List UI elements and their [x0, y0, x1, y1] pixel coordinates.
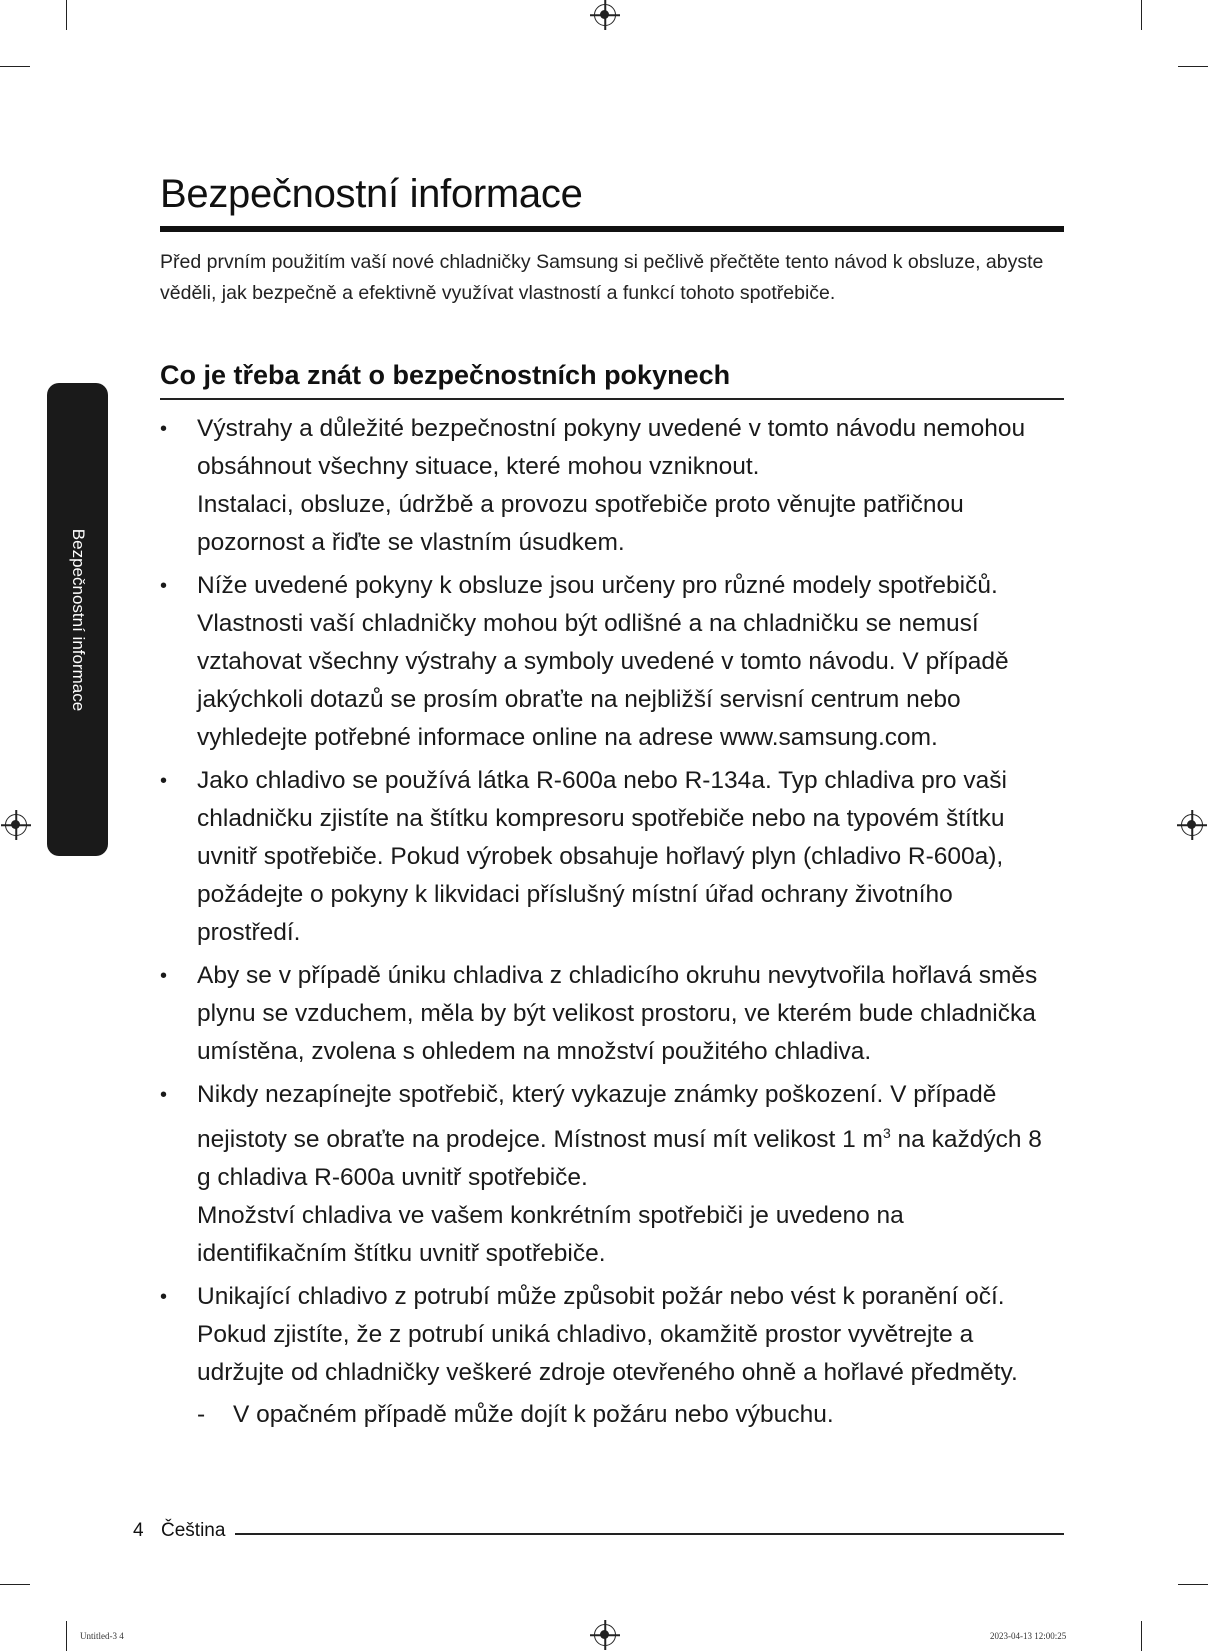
intro-paragraph: Před prvním použitím vaší nové chladničky Samsung si pečlivě přečtěte tento návod k obsluze, abyste věděli, jak bezpečně a efektivně využívat vlastností a funkcí tohoto spotřebiče.: [160, 251, 1044, 304]
superscript: 3: [882, 1125, 891, 1141]
bullet-text: • Jako chladivo se používá látka R-600a nebo R-134a. Typ chladiva pro vaši chladničku zjistíte na štítku kompresoru spotřebiče nebo na typovém štítku uvnitř spotřebiče. Pokud výrobek obsahuje hořlavý plyn (chladivo R-600a), požádejte o pokyny k likvidaci příslušný místní úřad ochrany životního prostředí.: [197, 767, 1007, 946]
side-tab-label: Bezpečnostní informace: [68, 528, 88, 711]
section-title: Co je třeba znát o bezpečnostních pokynech: [160, 360, 731, 390]
registration-mark-icon: [594, 1624, 616, 1646]
footer-language: Čeština: [161, 1520, 226, 1541]
side-tab: [47, 383, 108, 856]
list-item: [160, 567, 1060, 757]
bullet-text: • Výstrahy a důležité bezpečnostní pokyny uvedené v tomto návodu nemohou obsáhnout všechny situace, které mohou vzniknout.: [197, 415, 1026, 480]
page-number: 4: [133, 1520, 144, 1541]
crop-mark: [66, 0, 67, 30]
crop-mark: [0, 1584, 30, 1585]
page-title: Bezpečnostní informace: [160, 172, 583, 216]
crop-mark: [66, 1621, 67, 1651]
registration-mark-icon: [594, 4, 616, 26]
crop-mark: [1141, 0, 1142, 30]
print-slug-left: Untitled-3 4: [80, 1631, 124, 1641]
crop-mark: [1178, 1584, 1208, 1585]
list-item: [160, 1076, 1060, 1273]
bullet-text: • Aby se v případě úniku chladiva z chladicího okruhu nevytvořila hořlavá směs plynu se vzduchem, měla by být velikost prostoru, ve kterém bude chladnička umístěna, zvolena s ohledem na množství použitého chladiva.: [197, 962, 1038, 1065]
bullet-text: Množství chladiva ve vašem konkrétním spotřebiči je uvedeno na identifikačním štítku uvnitř spotřebiče.: [197, 1202, 904, 1268]
sub-list-item: - V opačném případě může dojít k požáru nebo výbuchu.: [197, 1396, 1060, 1434]
crop-mark: [1178, 66, 1208, 67]
list-item: [160, 1278, 1060, 1434]
title-rule: [160, 226, 1064, 232]
list-item: [160, 957, 1060, 1071]
bullet-text: Instalaci, obsluze, údržbě a provozu spotřebiče proto věnujte patřičnou pozornost a řiďte se vlastním úsudkem.: [197, 491, 964, 556]
sub-list: [197, 1396, 1060, 1434]
crop-mark: [1141, 1621, 1142, 1651]
list-item: [160, 762, 1060, 952]
print-slug-right: 2023-04-13 12:00:25: [990, 1631, 1067, 1641]
registration-mark-icon: [5, 814, 27, 836]
list-item: [160, 410, 1060, 562]
safety-bullet-list: [160, 410, 1060, 1439]
bullet-text: [197, 1076, 1060, 1197]
bullet-text-part: Nikdy nezapínejte spotřebič, který vykazuje známky poškození. V případě nejistoty se obraťte na prodejce. Místnost musí mít velikost 1 m: [197, 1081, 997, 1154]
bullet-text-part: na každých 8 g chladiva R-600a uvnitř spotřebiče.: [197, 1126, 1042, 1192]
bullet-text: • Níže uvedené pokyny k obsluze jsou určeny pro různé modely spotřebičů. Vlastnosti vaší chladničky mohou být odlišné a na chladničku se nemusí vztahovat všechny výstrahy a symboly uvedené v tomto návodu. V případě jakýchkoli dotazů se prosím obraťte na nejbližší servisní centrum nebo vyhledejte potřebné informace online na adrese www.samsung.com.: [197, 572, 1009, 751]
registration-mark-icon: [1181, 814, 1203, 836]
footer-rule: [235, 1533, 1064, 1535]
bullet-text: • Unikající chladivo z potrubí může způsobit požár nebo vést k poranění očí. Pokud zjistíte, že z potrubí uniká chladivo, okamžitě prostor vyvětrejte a udržujte od chladničky veškeré zdroje otevřeného ohně a hořlavé předměty.: [197, 1283, 1018, 1387]
crop-mark: [0, 66, 30, 67]
section-rule: [160, 398, 1064, 400]
